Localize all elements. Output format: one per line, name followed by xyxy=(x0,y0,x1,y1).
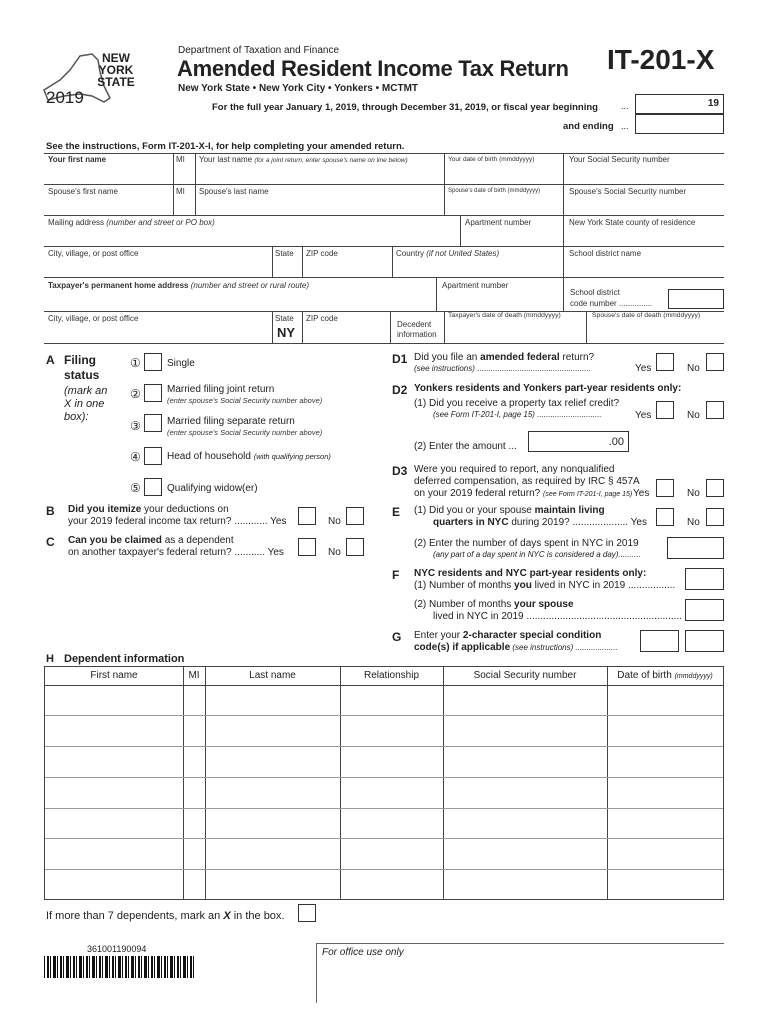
taxpayer-info-grid xyxy=(44,153,724,343)
filing-status-title-b: status xyxy=(64,368,100,382)
e-q1-b-bold: quarters in NYC xyxy=(433,517,509,528)
decedent-info-label xyxy=(390,311,444,343)
filing-option-3-label: Married filing separate return xyxy=(167,416,295,427)
spouse-last-name-label: Spouse's last name xyxy=(199,187,269,196)
table-row[interactable] xyxy=(45,685,723,715)
itemize-no-label: No xyxy=(328,516,341,527)
d1-no-checkbox[interactable] xyxy=(706,353,724,371)
fiscal-year-text: For the full year January 1, 2019, through December 31, 2019, or fiscal year beginning xyxy=(212,102,598,113)
dob-label: Your date of birth (mmddyyyy) xyxy=(448,156,535,163)
spouse-ssn-label: Spouse's Social Security number xyxy=(569,187,687,196)
f-title: NYC residents and NYC part-year residents only: xyxy=(414,568,647,579)
d1-yes-label: Yes xyxy=(635,363,652,374)
filing-option-4-label: Head of household xyxy=(167,451,251,462)
d2-q1: (1) Did you receive a property tax relief credit? xyxy=(414,398,620,409)
zip-field[interactable] xyxy=(302,246,392,277)
filing-option-3-num: ③ xyxy=(130,419,141,433)
spouse-dob-label: Spouse's date of birth (mmddyyyy) xyxy=(448,188,541,194)
dependents-table xyxy=(44,666,724,900)
d3-line1: Were you required to report, any nonqualified xyxy=(414,464,615,475)
d1-sub: (see instructions) xyxy=(414,364,475,373)
table-row[interactable] xyxy=(45,808,723,838)
filing-separate-checkbox[interactable] xyxy=(144,414,162,432)
state-logo xyxy=(40,50,160,108)
d2-yes-checkbox[interactable] xyxy=(656,401,674,419)
state2-label: State xyxy=(275,314,294,323)
e-no-checkbox[interactable] xyxy=(706,508,724,526)
dep-col-dob-note: (mmddyyyy) xyxy=(674,673,713,680)
form-title: Amended Resident Income Tax Return xyxy=(177,56,569,81)
d2-q2: (2) Enter the amount ... xyxy=(414,441,517,452)
g-line2-bold: code(s) if applicable xyxy=(414,642,511,653)
more-dependents-x: X xyxy=(223,910,231,922)
ssn-field[interactable] xyxy=(563,153,724,184)
filing-status-note-b: X in one xyxy=(64,398,105,410)
more-dependents-checkbox[interactable] xyxy=(298,904,316,922)
mailing-address-note: (number and street or PO box) xyxy=(106,218,215,227)
country-note: (if not United States) xyxy=(426,249,500,258)
e-days-input[interactable] xyxy=(667,537,724,559)
mi-field[interactable] xyxy=(173,153,195,184)
f-months-you-input[interactable] xyxy=(685,568,724,590)
e-q1-b: during 2019? .................... Yes xyxy=(508,517,647,528)
dep-col-mi: MI xyxy=(188,670,200,681)
country-label: Country xyxy=(396,249,425,258)
permanent-address-label: Taxpayer's permanent home address xyxy=(48,281,189,290)
d2-q1-sub: (see Form IT-201-I, page 15) ............................. xyxy=(433,410,602,419)
county-label: New York State county of residence xyxy=(569,218,696,227)
mi-label: MI xyxy=(176,155,185,164)
more-dependents-a: If more than 7 dependents, mark an xyxy=(46,910,224,922)
dependents-letter: H xyxy=(46,653,54,665)
filing-option-2-note: (enter spouse's Social Security number above) xyxy=(167,396,323,405)
last-name-label: Your last name xyxy=(199,155,253,164)
decedent-label-a: Decedent xyxy=(397,320,432,329)
itemize-question-bold: Did you itemize xyxy=(68,504,142,515)
d1-question-b: return? xyxy=(559,352,595,363)
f-letter: F xyxy=(392,568,400,582)
dep-col-ssn: Social Security number xyxy=(473,670,577,681)
filing-hoh-checkbox[interactable] xyxy=(144,447,162,465)
dependents-title: Dependent information xyxy=(64,653,185,665)
filing-option-1-label: Single xyxy=(167,358,195,369)
filing-option-1-num: ① xyxy=(130,356,141,370)
office-use-box xyxy=(316,943,724,1003)
e-q1-a: (1) Did you or your spouse xyxy=(414,505,535,516)
filing-status-title-a: Filing xyxy=(64,353,96,367)
spouse-ssn-field[interactable] xyxy=(563,184,724,215)
ssn-label: Your Social Security number xyxy=(569,155,670,164)
d3-no-checkbox[interactable] xyxy=(706,479,724,497)
f-q1-bold: you xyxy=(514,580,532,591)
dependent-claim-rest: as a dependent xyxy=(161,535,234,546)
filing-widow-checkbox[interactable] xyxy=(144,478,162,496)
spouse-last-name-field[interactable] xyxy=(195,184,444,215)
more-dependents-b: in the box. xyxy=(230,910,285,922)
state2-field[interactable] xyxy=(272,311,302,343)
school-code-input[interactable] xyxy=(668,289,724,309)
d3-yes-checkbox[interactable] xyxy=(656,479,674,497)
dependent-claim-no-checkbox[interactable] xyxy=(346,538,364,556)
d2-no-checkbox[interactable] xyxy=(706,401,724,419)
spouse-death-label: Spouse's date of death (mmddyyyy) xyxy=(592,312,701,319)
taxpayer-death-label: Taxpayer's date of death (mmddyyyy) xyxy=(448,312,561,319)
table-row[interactable] xyxy=(45,869,723,899)
zip2-field[interactable] xyxy=(302,311,390,343)
table-row[interactable] xyxy=(45,746,723,777)
permanent-apartment-label: Apartment number xyxy=(442,281,509,290)
first-name-field[interactable] xyxy=(44,153,173,184)
d3-line3: on your 2019 federal return? xyxy=(414,488,541,499)
logo-line-york: YORK xyxy=(98,63,134,77)
dependent-claim-bold: Can you be claimed xyxy=(68,535,162,546)
logo-line-new: NEW xyxy=(102,51,130,65)
d2-amount-suffix: .00 xyxy=(608,436,624,448)
g-line1-a: Enter your xyxy=(414,630,463,641)
school-district-field[interactable] xyxy=(563,246,724,277)
state2-value: NY xyxy=(277,325,296,340)
d2-yes-label: Yes xyxy=(635,410,652,421)
country-field[interactable] xyxy=(392,246,563,277)
d2-no-label: No xyxy=(687,410,700,421)
fiscal-year-end-field[interactable] xyxy=(635,114,724,134)
filing-option-5-label: Qualifying widow(er) xyxy=(167,483,258,494)
permanent-address-field[interactable] xyxy=(44,277,436,311)
county-field[interactable] xyxy=(563,215,724,246)
filing-option-5-num: ⑤ xyxy=(130,481,141,495)
barcode-number: 361001190094 xyxy=(87,944,147,954)
e-q2-sub: (any part of a day spent in NYC is considered a day).......... xyxy=(433,550,641,559)
filing-single-checkbox[interactable] xyxy=(144,353,162,371)
office-use-label: For office use only xyxy=(322,947,404,958)
apartment-field[interactable] xyxy=(460,215,563,246)
d2-title: Yonkers residents and Yonkers part-year residents only: xyxy=(414,383,682,394)
permanent-address-note: (number and street or rural route) xyxy=(190,281,309,290)
filing-option-2-num: ② xyxy=(130,387,141,401)
permanent-apartment-field[interactable] xyxy=(436,277,563,311)
fiscal-year-dots: ... xyxy=(621,101,629,111)
d3-letter: D3 xyxy=(392,464,408,478)
dep-col-last-name: Last name xyxy=(249,670,296,681)
city-field[interactable] xyxy=(44,246,272,277)
city-label: City, village, or post office xyxy=(48,249,139,258)
itemize-question-line2: your 2019 federal income tax return? ............ Yes xyxy=(68,516,287,527)
f-months-spouse-input[interactable] xyxy=(685,599,724,621)
and-ending-label: and ending xyxy=(563,121,614,132)
f-q1-b: lived in NYC in 2019 ................. xyxy=(531,580,676,591)
e-q1-bold: maintain living xyxy=(534,505,605,516)
f-q1-a: (1) Number of months xyxy=(414,580,515,591)
d3-line2: deferred compensation, as required by IRC § 457A xyxy=(414,476,640,487)
logo-line-state: STATE xyxy=(97,75,135,89)
apartment-label: Apartment number xyxy=(465,218,532,227)
see-instructions: See the instructions, Form IT-201-X-I, for help completing your amended return. xyxy=(46,141,405,152)
dependent-claim-no-label: No xyxy=(328,547,341,558)
dependent-claim-yes-checkbox[interactable] xyxy=(298,538,316,556)
f-q2-bold: your spouse xyxy=(514,599,574,610)
d1-yes-checkbox[interactable] xyxy=(656,353,674,371)
table-row[interactable] xyxy=(45,715,723,746)
filing-status-letter: A xyxy=(46,353,55,367)
dep-col-relationship: Relationship xyxy=(363,670,420,681)
filing-option-4-note: (with qualifying person) xyxy=(253,452,331,461)
spouse-mi-field[interactable] xyxy=(173,184,195,215)
dob-field[interactable] xyxy=(444,153,563,184)
itemize-question-rest: your deductions on xyxy=(141,504,229,515)
school-code-label-b: code number xyxy=(570,299,617,308)
dep-col-dob: Date of birth xyxy=(617,670,672,681)
last-name-note: (for a joint return, enter spouse's name on line below) xyxy=(254,157,408,164)
form-number: IT-201-X xyxy=(607,44,715,75)
filing-status-note-c: box): xyxy=(64,411,89,423)
d1-question-bold: amended federal xyxy=(480,352,560,363)
form-year: 2019 xyxy=(46,88,84,107)
filing-status-note-a: (mark an xyxy=(64,385,108,397)
mailing-address-field[interactable] xyxy=(44,215,460,246)
e-no-label: No xyxy=(687,517,700,528)
itemize-yes-checkbox[interactable] xyxy=(298,507,316,525)
barcode xyxy=(44,956,194,978)
spouse-mi-label: MI xyxy=(176,187,185,196)
d3-yes-label: Yes xyxy=(633,488,650,499)
school-district-label: School district name xyxy=(569,249,642,258)
spouse-first-name-field[interactable] xyxy=(44,184,173,215)
e-yes-checkbox[interactable] xyxy=(656,508,674,526)
spouse-death-field[interactable] xyxy=(586,311,724,343)
d1-question-a: Did you file an xyxy=(414,352,481,363)
d1-no-label: No xyxy=(687,363,700,374)
d1-dots: ................................................... xyxy=(477,364,591,373)
e-letter: E xyxy=(392,505,401,519)
dependent-claim-line2: on another taxpayer's federal return? ........... Yes xyxy=(68,547,284,558)
first-name-label: Your first name xyxy=(48,155,107,164)
and-ending-dots: ... xyxy=(621,121,629,131)
filing-joint-checkbox[interactable] xyxy=(144,384,162,402)
department-name: Department of Taxation and Finance xyxy=(178,45,340,56)
table-row[interactable] xyxy=(45,777,723,808)
g-line1-bold: 2-character special condition xyxy=(462,630,602,641)
dependent-claim-letter: C xyxy=(46,535,55,549)
spouse-dob-field[interactable] xyxy=(444,184,563,215)
g-line2-note: (see instructions) ................... xyxy=(510,643,618,652)
g-letter: G xyxy=(392,630,402,644)
fiscal-year-begin-field[interactable] xyxy=(635,94,724,114)
d2-amount-input[interactable] xyxy=(528,431,629,452)
itemize-no-checkbox[interactable] xyxy=(346,507,364,525)
mailing-address-label: Mailing address xyxy=(48,218,105,227)
dep-col-first-name: First name xyxy=(90,670,138,681)
filing-option-3-note: (enter spouse's Social Security number above) xyxy=(167,428,323,437)
d3-no-label: No xyxy=(687,488,700,499)
last-name-field[interactable] xyxy=(195,153,444,184)
table-row[interactable] xyxy=(45,838,723,869)
school-code-label-a: School district xyxy=(570,288,620,297)
city2-label: City, village, or post office xyxy=(48,314,139,323)
decedent-label-b: information xyxy=(397,330,437,339)
taxpayer-death-field[interactable] xyxy=(444,311,586,343)
filing-option-4-num: ④ xyxy=(130,450,141,464)
f-q2-b: lived in NYC in 2019 ........................................................ xyxy=(433,611,682,622)
d1-letter: D1 xyxy=(392,352,408,366)
filing-option-2-label: Married filing joint return xyxy=(167,384,275,395)
e-q2: (2) Enter the number of days spent in NYC in 2019 xyxy=(414,538,639,549)
f-q2-a: (2) Number of months xyxy=(414,599,515,610)
d2-letter: D2 xyxy=(392,383,408,397)
g-code-input-2[interactable] xyxy=(685,630,724,652)
zip-label: ZIP code xyxy=(306,249,338,258)
city2-field[interactable] xyxy=(44,311,272,343)
g-code-input-1[interactable] xyxy=(640,630,679,652)
fiscal-year-suffix: 19 xyxy=(707,98,719,109)
zip2-label: ZIP code xyxy=(306,314,338,323)
itemize-letter: B xyxy=(46,504,55,518)
jurisdictions: New York State • New York City • Yonkers • MCTMT xyxy=(178,83,419,94)
school-code-dots: ............... xyxy=(618,299,653,308)
state-field[interactable] xyxy=(272,246,302,277)
state-label: State xyxy=(275,249,294,258)
spouse-first-name-label: Spouse's first name xyxy=(48,187,119,196)
d3-line3-note: (see Form IT-201-I, page 15) xyxy=(542,491,633,498)
